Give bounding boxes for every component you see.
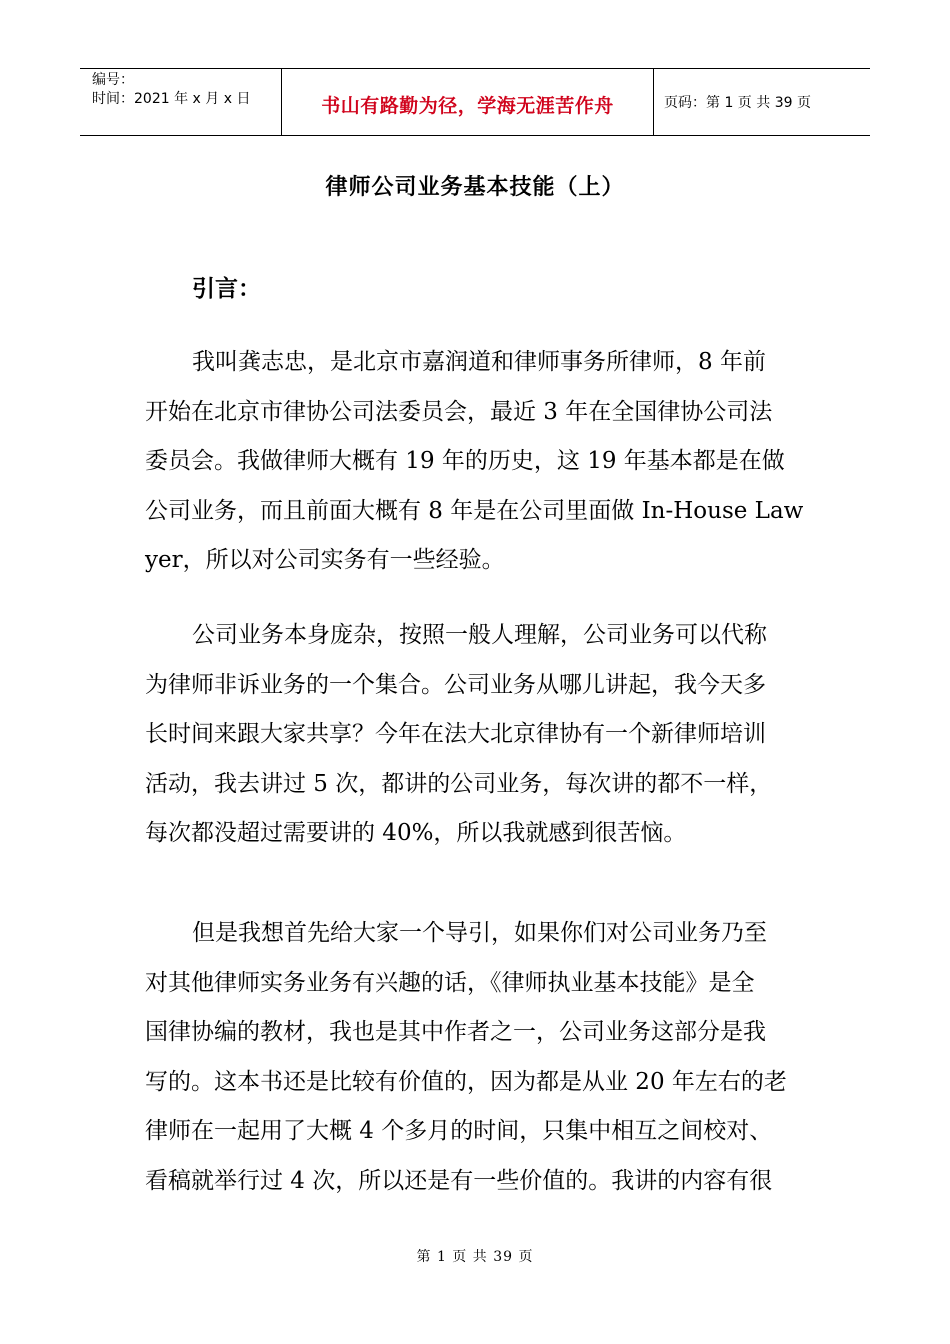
paragraph-3: [145, 909, 805, 1207]
paragraph-line: 长时间来跟大家共享？今年在法大北京律协有一个新律师培训: [145, 721, 766, 748]
paragraph-line: 对其他律师实务业务有兴趣的话，《律师执业基本技能》是全: [145, 969, 755, 996]
paragraph-line: 但是我想首先给大家一个导引，如果你们对公司业务乃至: [192, 920, 767, 946]
paragraph-line: 公司业务，而且前面大概有 8 年是在公司里面做 In-House Law: [145, 497, 804, 524]
header-page-label: 页码：第 1 页 共 39 页: [664, 95, 811, 111]
paragraph-line: 看稿就举行过 4 次，所以还是有一些价值的。我讲的内容有很: [145, 1167, 773, 1194]
header-info-cell: [80, 69, 282, 135]
header-page-cell: [654, 69, 870, 135]
paragraph-line: 开始在北京市律协公司法委员会，最近 3 年在全国律协公司法: [145, 398, 773, 425]
paragraph-line: 写的。这本书还是比较有价值的，因为都是从业 20 年左右的老: [145, 1068, 787, 1095]
document-title: 律师公司业务基本技能（上）: [325, 175, 625, 200]
paragraph-line: 委员会。我做律师大概有 19 年的历史，这 19 年基本都是在做: [145, 448, 785, 475]
page-footer: 第 1 页 共 39 页: [416, 1249, 534, 1265]
paragraph-line: 为律师非诉业务的一个集合。公司业务从哪儿讲起，我今天多: [145, 671, 766, 698]
paragraph-line: 每次都没超过需要讲的 40%，所以我就感到很苦恼。: [145, 820, 687, 847]
document-time-label: 时间：2021 年 x 月 x 日: [92, 91, 251, 107]
paragraph-line: 律师在一起用了大概 4 个多月的时间，只集中相互之间校对、: [145, 1118, 773, 1145]
paragraph-line: 活动，我去讲过 5 次，都讲的公司业务，每次讲的都不一样，: [145, 770, 773, 797]
paragraph-1: [145, 338, 805, 586]
document-number-label: 编号：: [92, 72, 134, 88]
paragraph-line: 我叫龚志忠，是北京市嘉润道和律师事务所律师，8 年前: [192, 349, 766, 375]
paragraph-line: 国律协编的教材，我也是其中作者之一，公司业务这部分是我: [145, 1019, 766, 1046]
paragraph-2: [145, 611, 805, 859]
paragraph-line: 公司业务本身庞杂，按照一般人理解，公司业务可以代称: [192, 622, 767, 648]
document-header: [80, 68, 870, 136]
section-heading: 引言：: [192, 276, 261, 302]
header-motto-cell: [282, 69, 654, 135]
paragraph-line: yer，所以对公司实务有一些经验。: [145, 547, 505, 574]
header-motto: 书山有路勤为径，学海无涯苦作舟: [321, 94, 614, 117]
